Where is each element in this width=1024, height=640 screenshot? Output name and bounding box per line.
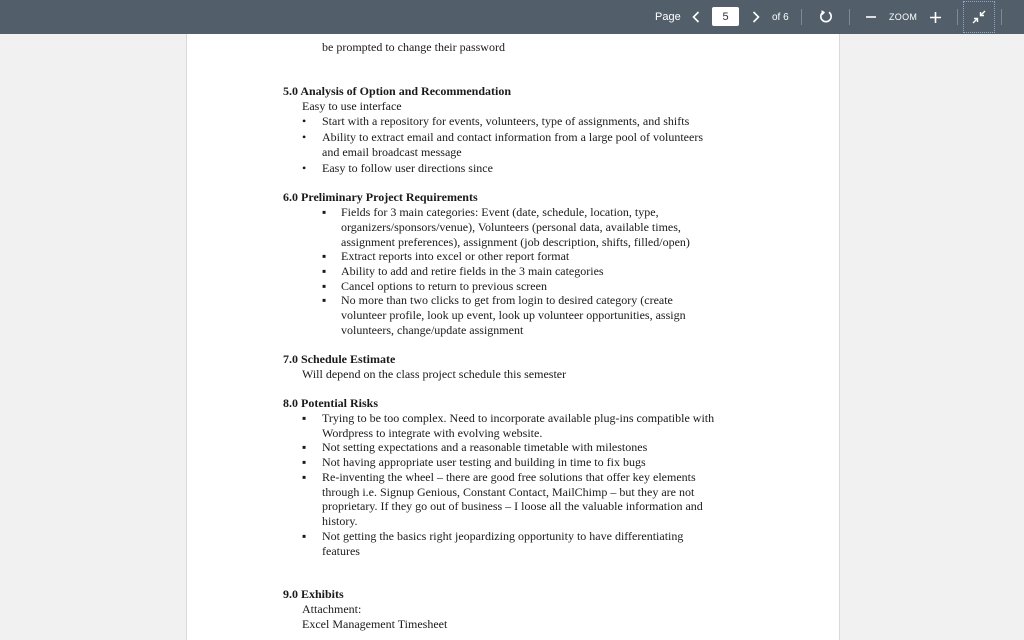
list-item-continuation: through i.e. Signup Genious, Constant Contact, MailChimp – but they are not (322, 485, 695, 499)
list-item-continuation: volunteers, change/update assignment (341, 323, 524, 337)
list-item-continuation: and email broadcast message (322, 145, 462, 159)
previous-page-button[interactable] (689, 0, 703, 34)
pdf-toolbar (0, 0, 1024, 34)
list-item: Not setting expectations and a reasonable timetable with milestones (322, 440, 648, 454)
rotate-icon (819, 10, 833, 24)
section-heading-5: 5.0 Analysis of Option and Recommendation (283, 84, 512, 98)
page-number-input[interactable]: 5 (712, 7, 739, 26)
exit-fullscreen-button[interactable] (964, 2, 994, 32)
zoom-out-button[interactable] (864, 0, 878, 34)
list-item-continuation: volunteer profile, look up event, look up volunteer opportunities, assign (341, 308, 686, 322)
bullet: ▪ (302, 411, 307, 425)
chevron-right-icon (752, 11, 760, 23)
list-item: Not having appropriate user testing and building in time to fix bugs (322, 455, 646, 469)
list-item: Cancel options to return to previous screen (341, 279, 547, 293)
bullet: ▪ (322, 249, 327, 263)
section-heading-9: 9.0 Exhibits (283, 587, 344, 601)
list-item: Re-inventing the wheel – there are good free solutions that offer key elements (322, 470, 696, 484)
list-item: No more than two clicks to get from login to desired category (create (341, 293, 673, 307)
bullet: ▪ (322, 279, 327, 293)
list-item: Ability to extract email and contact information from a large pool of volunteers (322, 130, 703, 144)
toolbar-divider (957, 9, 958, 25)
bullet: ▪ (322, 205, 327, 219)
list-item-continuation: proprietary. If they go out of business – I loose all the valuable information and (322, 499, 703, 513)
text-line: Excel Management Timesheet (302, 617, 448, 631)
bullet: ▪ (302, 529, 307, 543)
section-heading-7: 7.0 Schedule Estimate (283, 352, 396, 366)
section-heading-6: 6.0 Preliminary Project Requirements (283, 190, 478, 204)
list-item-continuation: Wordpress to integrate with evolving website. (322, 426, 543, 440)
list-item: Fields for 3 main categories: Event (date, schedule, location, type, (341, 205, 659, 219)
list-item: Ability to add and retire fields in the 3 main categories (341, 264, 604, 278)
list-item-continuation: features (322, 544, 360, 558)
zoom-label: ZOOM (889, 12, 918, 22)
bullet: ▪ (302, 455, 307, 469)
rotate-button[interactable] (817, 0, 835, 34)
list-item: Extract reports into excel or other report format (341, 249, 570, 263)
minus-icon (866, 12, 876, 22)
text-line: Attachment: (302, 602, 362, 616)
text-line: be prompted to change their password (322, 40, 505, 54)
toolbar-divider (801, 9, 802, 25)
list-item: Not getting the basics right jeopardizing opportunity to have differentiating (322, 529, 684, 543)
text-line: Will depend on the class project schedule this semester (302, 367, 567, 381)
collapse-icon (972, 10, 986, 24)
bullet: • (302, 114, 307, 128)
list-item-continuation: history. (322, 514, 358, 528)
bullet: ▪ (302, 440, 307, 454)
chevron-left-icon (692, 11, 700, 23)
list-item: Trying to be too complex. Need to incorporate available plug-ins compatible with (322, 411, 715, 425)
toolbar-divider (849, 9, 850, 25)
bullet: ▪ (302, 470, 307, 484)
plus-icon (930, 12, 941, 23)
text-line: Easy to use interface (302, 99, 402, 113)
bullet: • (302, 161, 307, 175)
bullet: • (302, 130, 307, 144)
list-item-continuation: organizers/sponsors/venue), Volunteers (personal data, available times, (341, 220, 681, 234)
toolbar-divider (1001, 9, 1002, 25)
list-item: Easy to follow user directions since (322, 161, 493, 175)
document-page (186, 34, 840, 640)
page-label: Page (655, 11, 681, 23)
zoom-in-button[interactable] (928, 0, 942, 34)
next-page-button[interactable] (749, 0, 763, 34)
page-count: of 6 (772, 11, 789, 23)
section-heading-8: 8.0 Potential Risks (283, 396, 379, 410)
bullet: ▪ (322, 293, 327, 307)
list-item-continuation: assignment preferences), assignment (job description, shifts, filled/open) (341, 235, 690, 249)
bullet: ▪ (322, 264, 327, 278)
list-item: Start with a repository for events, volunteers, type of assignments, and shifts (322, 114, 690, 128)
